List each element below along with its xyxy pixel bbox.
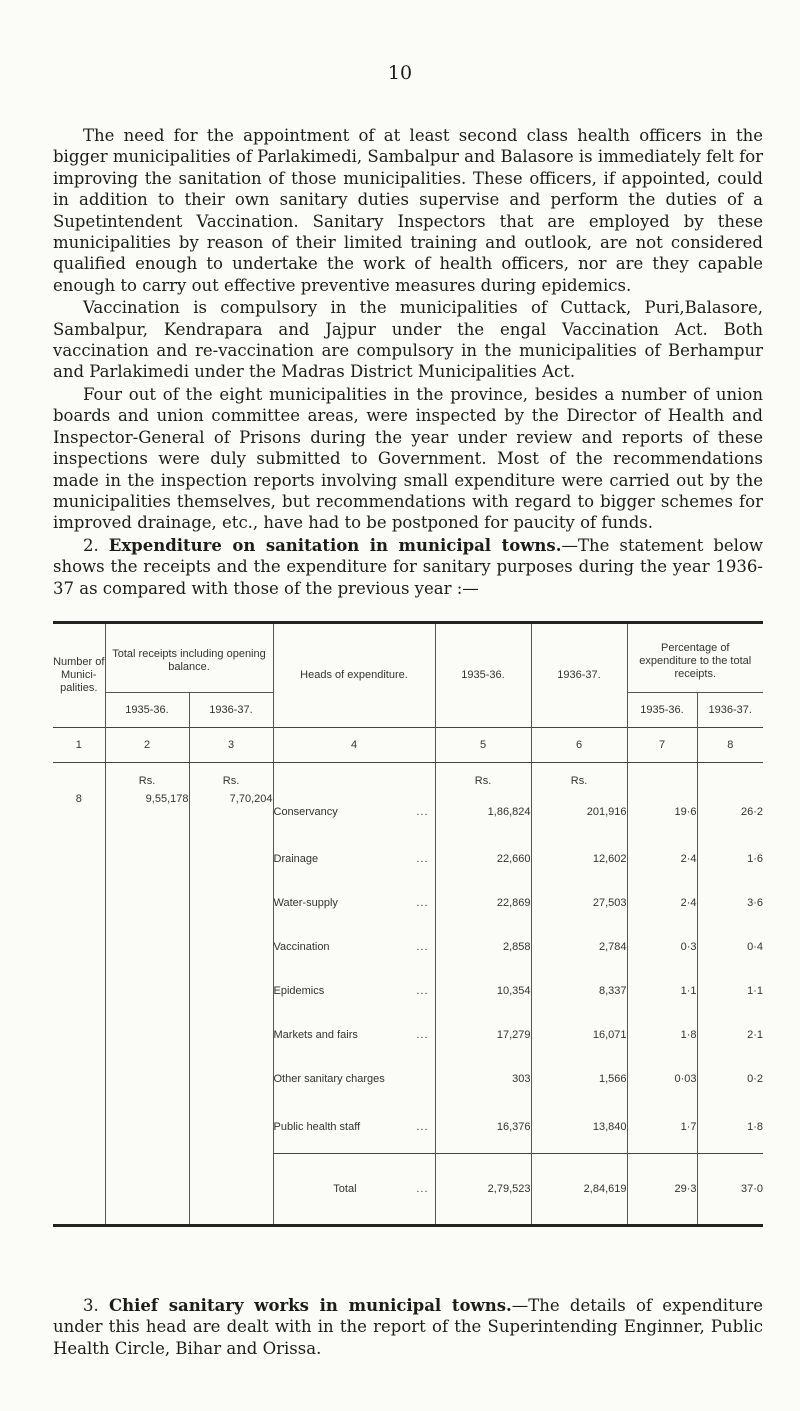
column-number-row [53, 728, 763, 763]
column-number: 4 [273, 728, 435, 763]
percentage-1936-value: 26·2 [697, 787, 763, 837]
expenditure-head: Conservancy ... [273, 787, 435, 837]
section-3-text: —The details of expenditure under this head are dealt with in the report of the Superintending Enginner, Public Health Circle, Bihar and Orissa. [53, 1296, 763, 1358]
total-1936-value: 2,84,619 [531, 1153, 627, 1225]
page-number: 10 [387, 62, 413, 84]
percentage-1935-value: 2·4 [627, 881, 697, 925]
percentage-1936-value: 0·2 [697, 1057, 763, 1101]
table-row [53, 925, 763, 969]
expenditure-head: Drainage ... [273, 837, 435, 881]
header-pct-1935: 1935-36. [627, 693, 697, 728]
percentage-1936-value: 2·1 [697, 1013, 763, 1057]
table-row [53, 1013, 763, 1057]
expenditure-head: Epidemics ... [273, 969, 435, 1013]
table-row [53, 837, 763, 881]
percentage-1935-value: 1·8 [627, 1013, 697, 1057]
section-2-number: 2. [83, 535, 99, 555]
section-3-block [53, 1295, 763, 1359]
column-number: 6 [531, 728, 627, 763]
expenditure-head: Public health staff ... [273, 1101, 435, 1153]
expenditure-head: Water-supply ... [273, 881, 435, 925]
expenditure-1936-value: 201,916 [531, 787, 627, 837]
percentage-1935-value: 0·3 [627, 925, 697, 969]
section-2-text: —The statement below shows the receipts and the expenditure for sanitary purposes during the year 1936-37 as compared with those of the previous year :— [53, 535, 764, 598]
expenditure-1936-value: 1,566 [531, 1057, 627, 1101]
column-number: 2 [105, 728, 189, 763]
receipts-1935-value: 9,55,178 [105, 787, 189, 837]
header-percentage: Percentage of expenditure to the total receipts. [627, 623, 763, 693]
header-expenditure-1935: 1935-36. [435, 623, 531, 728]
column-number: 7 [627, 728, 697, 763]
table-row [53, 1057, 763, 1101]
expenditure-table [53, 621, 763, 1227]
municipality-count: 8 [75, 793, 82, 805]
section-3-heading: Chief sanitary works in municipal towns. [108, 1296, 512, 1315]
section-3-number: 3. [83, 1296, 99, 1315]
header-heads-of-expenditure: Heads of expenditure. [273, 623, 435, 728]
total-1935-value: 2,79,523 [435, 1153, 531, 1225]
percentage-1935-value: 1·1 [627, 969, 697, 1013]
expenditure-1935-value: 22,869 [435, 881, 531, 925]
expenditure-head: Markets and fairs ... [273, 1013, 435, 1057]
currency-row [53, 763, 763, 788]
paragraph-vaccination: Vaccination is compulsory in the municipalities of Cuttack, Puri,Balasore, Sambalpur, Kendrapara and Jajpur under the engal Vaccination Act. Both vaccination and re-vaccination are compulsory in the municipalities of Berhampur and Parlakimedi under the Madras District Municipalities Act. [53, 298, 763, 382]
percentage-1935-value: 2·4 [627, 837, 697, 881]
expenditure-1936-value: 12,602 [531, 837, 627, 881]
section-2-paragraph [53, 535, 763, 599]
expenditure-1936-value: 2,784 [531, 925, 627, 969]
header-expenditure-1936: 1936-37. [531, 623, 627, 728]
table-row [53, 1101, 763, 1153]
column-number: 1 [53, 728, 105, 763]
percentage-1936-value: 0·4 [697, 925, 763, 969]
expenditure-1936-value: 8,337 [531, 969, 627, 1013]
table-row [53, 969, 763, 1013]
percentage-1936-value: 1·8 [697, 1101, 763, 1153]
percentage-1936-value: 3·6 [697, 881, 763, 925]
percentage-1935-value: 1·7 [627, 1101, 697, 1153]
total-row [53, 1153, 763, 1225]
currency-label: Rs. [531, 763, 627, 788]
expenditure-1935-value: 16,376 [435, 1101, 531, 1153]
header-pct-1936: 1936-37. [697, 693, 763, 728]
table-row [53, 787, 763, 837]
header-receipts-1936: 1936-37. [189, 693, 273, 728]
percentage-1935-value: 0·03 [627, 1057, 697, 1101]
section-2-heading: Expenditure on sanitation in municipal towns. [108, 535, 562, 555]
expenditure-head: Vaccination ... [273, 925, 435, 969]
table-row [53, 881, 763, 925]
currency-label: Rs. [105, 763, 189, 788]
percentage-1936-value: 1·1 [697, 969, 763, 1013]
expenditure-1936-value: 13,840 [531, 1101, 627, 1153]
currency-label: Rs. [189, 763, 273, 788]
expenditure-1936-value: 16,071 [531, 1013, 627, 1057]
paragraph-health-officers: The need for the appointment of at least second class health officers in the bigger municipalities of Parlakimedi, Sambalpur and Balasore is immediately felt for improving the sanitation of those municipalities. These officers, if appointed, could in addition to their own sanitary duties supervise and perform the duties of a Supetintendent Vaccination. Sanitary Inspectors that are employed by these municipalities by reason of their limited training and outlook, are not considered qualified enough to undertake the work of health officers, nor are they capable enough to carry out effective preventive measures during epidemics. [53, 126, 764, 295]
expenditure-1935-value: 22,660 [435, 837, 531, 881]
header-municipalities: Number of Munici-palities. [53, 656, 105, 694]
column-number: 3 [189, 728, 273, 763]
currency-label: Rs. [435, 763, 531, 788]
header-receipts-1935: 1935-36. [105, 693, 189, 728]
expenditure-1935-value: 2,858 [435, 925, 531, 969]
body-text [53, 125, 763, 599]
total-label: Total ... [273, 1153, 435, 1225]
expenditure-1935-value: 10,354 [435, 969, 531, 1013]
percentage-1935-value: 19·6 [627, 787, 697, 837]
expenditure-1935-value: 17,279 [435, 1013, 531, 1057]
expenditure-1936-value: 27,503 [531, 881, 627, 925]
total-pct-1936-value: 37·0 [697, 1153, 763, 1225]
header-total-receipts: Total receipts including opening balance. [105, 623, 273, 693]
expenditure-1935-value: 1,86,824 [435, 787, 531, 837]
paragraph-inspections: Four out of the eight municipalities in the province, besides a number of union boards and union committee areas, were inspected by the Director of Health and Inspector-General of Prisons during the year under review and reports of these inspections were duly submitted to Government. Most of the recommendations made in the inspection reports involving small expenditure were carried out by the municipalities themselves, but recommendations with regard to bigger schemes for improved drainage, etc., have had to be postponed for paucity of funds. [53, 384, 763, 533]
column-number: 5 [435, 728, 531, 763]
receipts-1936-value: 7,70,204 [189, 787, 273, 837]
column-number: 8 [697, 728, 763, 763]
total-pct-1935-value: 29·3 [627, 1153, 697, 1225]
percentage-1936-value: 1·6 [697, 837, 763, 881]
expenditure-1935-value: 303 [435, 1057, 531, 1101]
section-3-paragraph [53, 1295, 763, 1359]
expenditure-head: Other sanitary charges [273, 1057, 435, 1101]
